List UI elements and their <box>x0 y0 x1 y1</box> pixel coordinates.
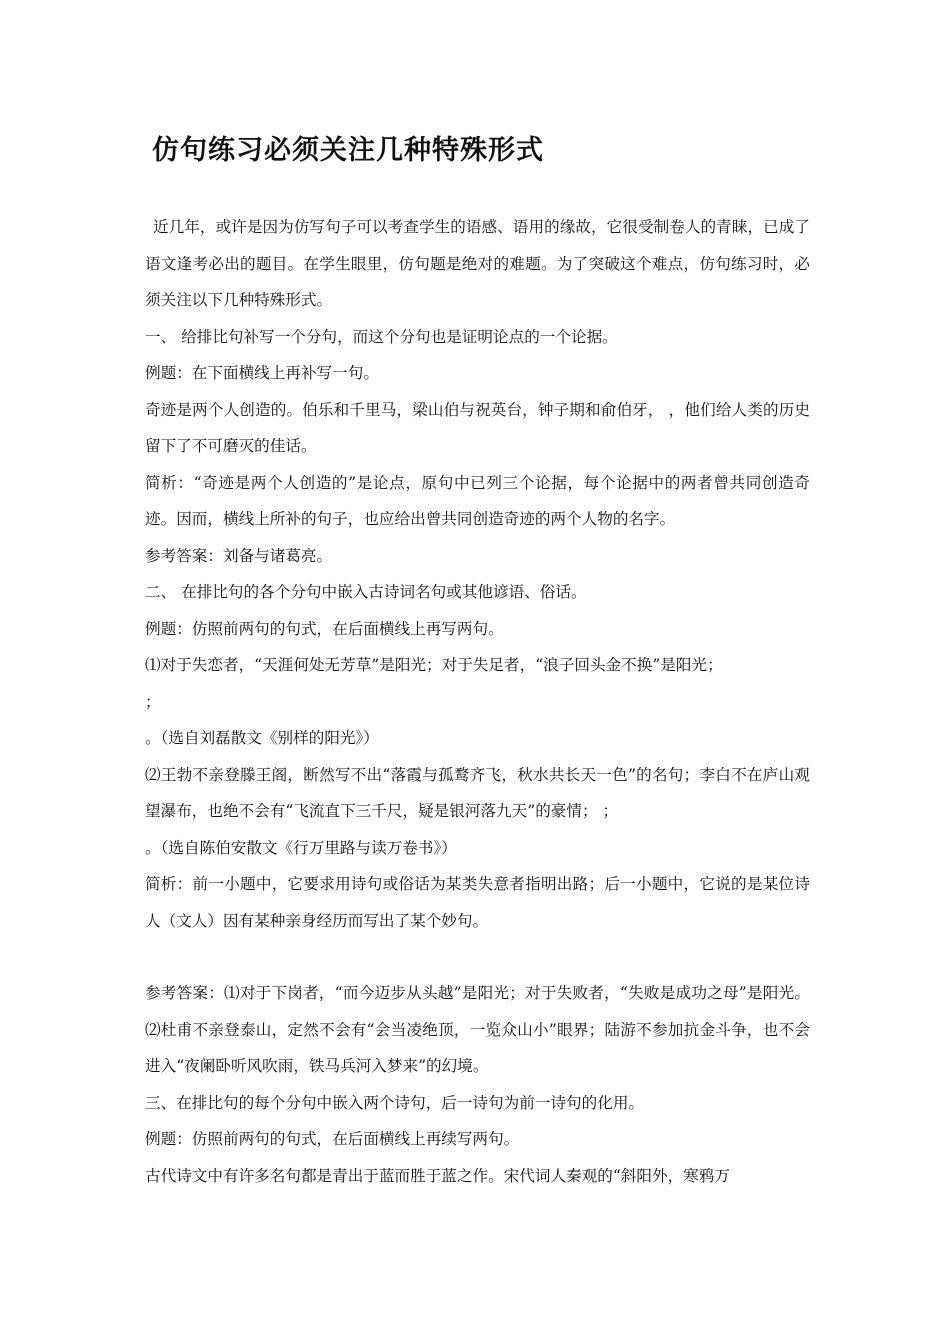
example-text-2a: ⑴对于失恋者，“天涯何处无芳草”是阳光；对于失足者，“浪子回头金不换”是阳光； <box>145 656 723 674</box>
example-blank-2a: ； <box>145 692 161 711</box>
analysis-2: 简析：前一小题中，它要求用诗句或俗话为某类失意者指明出路；后一小题中，它说的是某位诗人（文人）因有某种亲身经历而写出了某个妙句。 <box>145 875 810 930</box>
example-label-1: 例题：在下面横线上再补写一句。 <box>145 364 379 382</box>
answer-1: 参考答案：刘备与诸葛亮。 <box>145 546 333 565</box>
page-title: 仿句练习必须关注几种特殊形式 <box>152 135 544 166</box>
document-body <box>145 209 810 1194</box>
example-text-2b: ⑵王勃不亲登滕王阁，断然写不出“落霞与孤鹜齐飞，秋水共长天一色”的名句；李白不在庐山观望瀑布，也绝不会有“飞流直下三千尺，疑是银河落九天”的豪情； ； <box>145 765 810 820</box>
paragraph-spacer <box>145 939 810 975</box>
example-label-2: 例题：仿照前两句的句式，在后面横线上再写两句。 <box>145 619 504 638</box>
example-source-2a: 。（选自刘磊散文《别样的阳光》） <box>145 729 379 747</box>
section-heading-1: 一、 给排比句补写一个分句，而这个分句也是证明论点的一个论据。 <box>145 327 618 346</box>
section-heading-3: 三、在排比句的每个分句中嵌入两个诗句，后一诗句为前一诗句的化用。 <box>145 1093 645 1112</box>
example-text-1: 奇迹是两个人创造的。伯乐和千里马，梁山伯与祝英台，钟子期和俞伯牙， ，他们给人类的历史留下了不可磨灭的佳话。 <box>145 400 810 455</box>
intro-paragraph: 近几年，或许是因为仿写句子可以考查学生的语感、语用的缘故，它很受制卷人的青睐，已成了语文逢考必出的题目。在学生眼里，仿句题是绝对的难题。为了突破这个难点，仿句练习时，必须关注以下几种特殊形式。 <box>145 218 810 309</box>
section-heading-2: 二、 在排比句的各个分句中嵌入古诗词名句或其他谚语、俗话。 <box>145 583 587 601</box>
example-source-2b: 。（选自陈伯安散文《行万里路与读万卷书》） <box>145 838 457 857</box>
answer-2: 参考答案：⑴对于下岗者，“而今迈步从头越”是阳光；对于失败者，“失败是成功之母”是阳光。⑵杜甫不亲登泰山，定然不会有“会当凌绝顶，一览众山小”眼界；陆游不参加抗金斗争，也不会进入“夜阑卧听风吹雨，铁马兵河入梦来”的幻境。 <box>145 984 810 1075</box>
example-label-3: 例题：仿照前两句的句式，在后面横线上再续写两句。 <box>145 1130 520 1148</box>
analysis-1: 简析：“奇迹是两个人创造的”是论点，原句中已列三个论据，每个论据中的两者曾共同创造奇迹。因而，横线上所补的句子，也应给出曾共同创造奇迹的两个人物的名字。 <box>145 473 810 528</box>
example-text-3: 古代诗文中有许多名句都是青出于蓝而胜于蓝之作。宋代词人秦观的“斜阳外，寒鸦万 <box>145 1166 730 1185</box>
